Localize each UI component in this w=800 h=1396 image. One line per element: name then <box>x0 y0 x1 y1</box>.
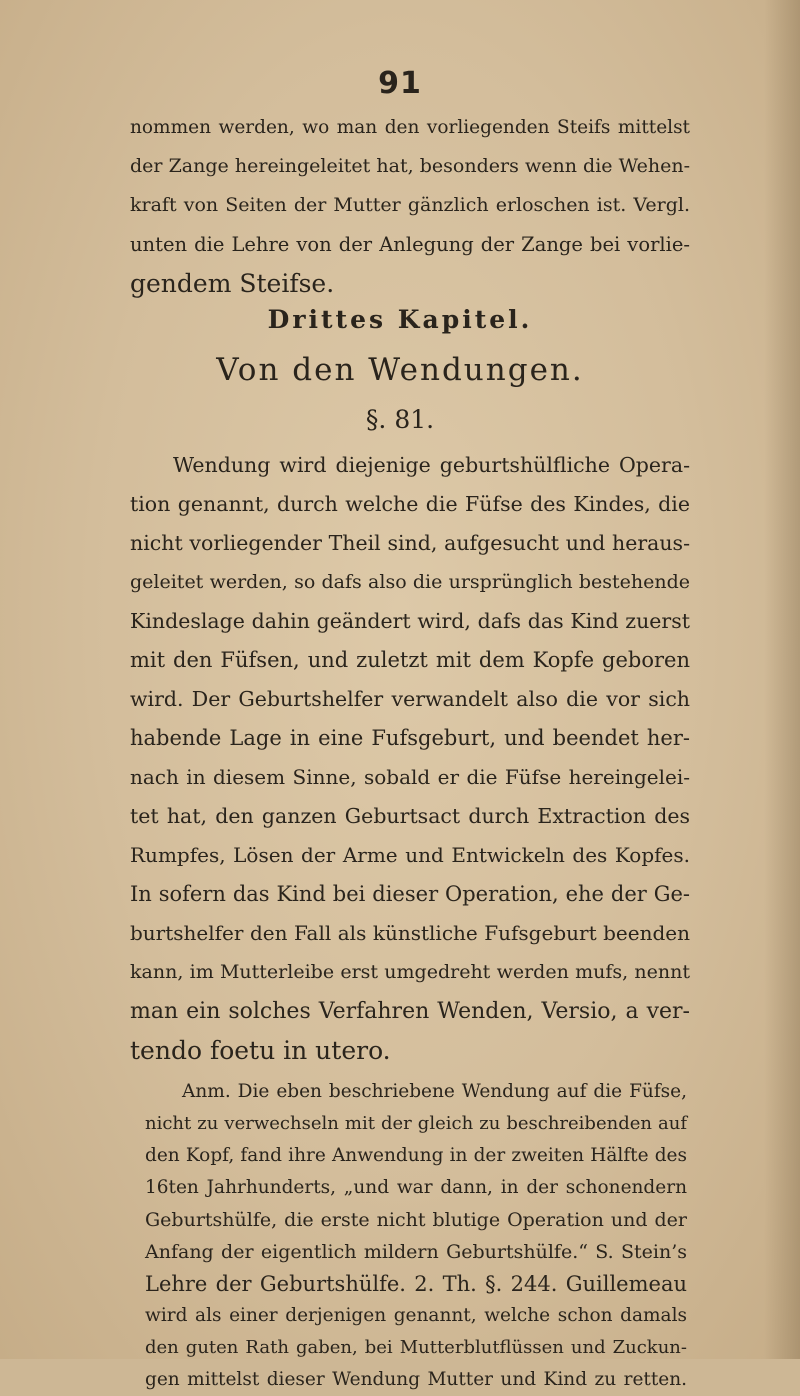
note-line: Anfang der eigentlich mildern Geburtshülfe.“ S. Stein’s <box>145 1241 687 1263</box>
note-line: nicht zu verwechseln mit der gleich zu beschreibenden auf <box>145 1113 687 1134</box>
text-line: man ein solches Verfahren Wenden, Versio, a ver- <box>130 999 690 1024</box>
text-line: unten die Lehre von der Anlegung der Zange bei vorlie- <box>130 233 690 256</box>
page-edge-shadow <box>764 0 800 1359</box>
text-line: gendem Steifse. <box>130 269 335 298</box>
note-line: Anm. Die eben beschriebene Wendung auf die Füfse, <box>182 1081 687 1102</box>
note-line: 16ten Jahrhunderts, „und war dann, in der schonendern <box>145 1177 687 1198</box>
main-paragraph <box>130 446 690 1070</box>
note-paragraph <box>145 1076 687 1396</box>
text-line: kann, im Mutterleibe erst umgedreht werden mufs, nennt <box>130 961 690 983</box>
text-line: Rumpfes, Lösen der Arme und Entwickeln des Kopfes. <box>130 843 690 867</box>
note-line: wird als einer derjenigen genannt, welche schon damals <box>145 1305 687 1326</box>
page-number: 91 <box>378 66 422 101</box>
text-line: habende Lage in eine Fufsgeburt, und beendet her- <box>130 726 690 750</box>
text-line: In sofern das Kind bei dieser Operation, ehe der Ge- <box>130 882 690 906</box>
text-line: nach in diesem Sinne, sobald er die Füfse hereingelei- <box>130 765 690 789</box>
text-line: Kindeslage dahin geändert wird, dafs das Kind zuerst <box>130 609 690 633</box>
text-line: Wendung wird diejenige geburtshülfliche Opera- <box>173 453 690 477</box>
text-line: tet hat, den ganzen Geburtsact durch Extraction des <box>130 804 690 828</box>
note-line: Geburtshülfe, die erste nicht blutige Operation und der <box>145 1209 687 1231</box>
text-line: tion genannt, durch welche die Füfse des Kindes, die <box>130 492 690 516</box>
note-line: den guten Rath gaben, bei Mutterblutflüssen und Zuckun- <box>145 1337 687 1358</box>
note-line: Lehre der Geburtshülfe. 2. Th. §. 244. Guillemeau <box>145 1272 687 1296</box>
chapter-title: Von den Wendungen. <box>216 352 584 388</box>
text-line: tendo foetu in utero. <box>130 1036 391 1065</box>
chapter-label: Drittes Kapitel. <box>267 305 533 334</box>
note-line: gen mittelst dieser Wendung Mutter und Kind zu retten. <box>145 1369 687 1390</box>
text-line: geleitet werden, so dafs also die ursprünglich bestehende <box>130 571 690 593</box>
text-line: mit den Füfsen, und zuletzt mit dem Kopfe geboren <box>130 648 690 672</box>
top-paragraph <box>130 108 690 303</box>
text-line: wird. Der Geburtshelfer verwandelt also die vor sich <box>130 687 690 711</box>
note-line: den Kopf, fand ihre Anwendung in der zweiten Hälfte des <box>145 1145 687 1166</box>
text-line: kraft von Seiten der Mutter gänzlich erloschen ist. Vergl. <box>130 194 690 216</box>
text-line: nommen werden, wo man den vorliegenden Steifs mittelst <box>130 117 690 138</box>
text-line: der Zange hereingeleitet hat, besonders wenn die Wehen- <box>130 155 690 177</box>
section-mark: §. 81. <box>365 405 435 434</box>
text-line: burtshelfer den Fall als künstliche Fufsgeburt beenden <box>130 921 690 945</box>
text-line: nicht vorliegender Theil sind, aufgesucht und heraus- <box>130 531 690 555</box>
